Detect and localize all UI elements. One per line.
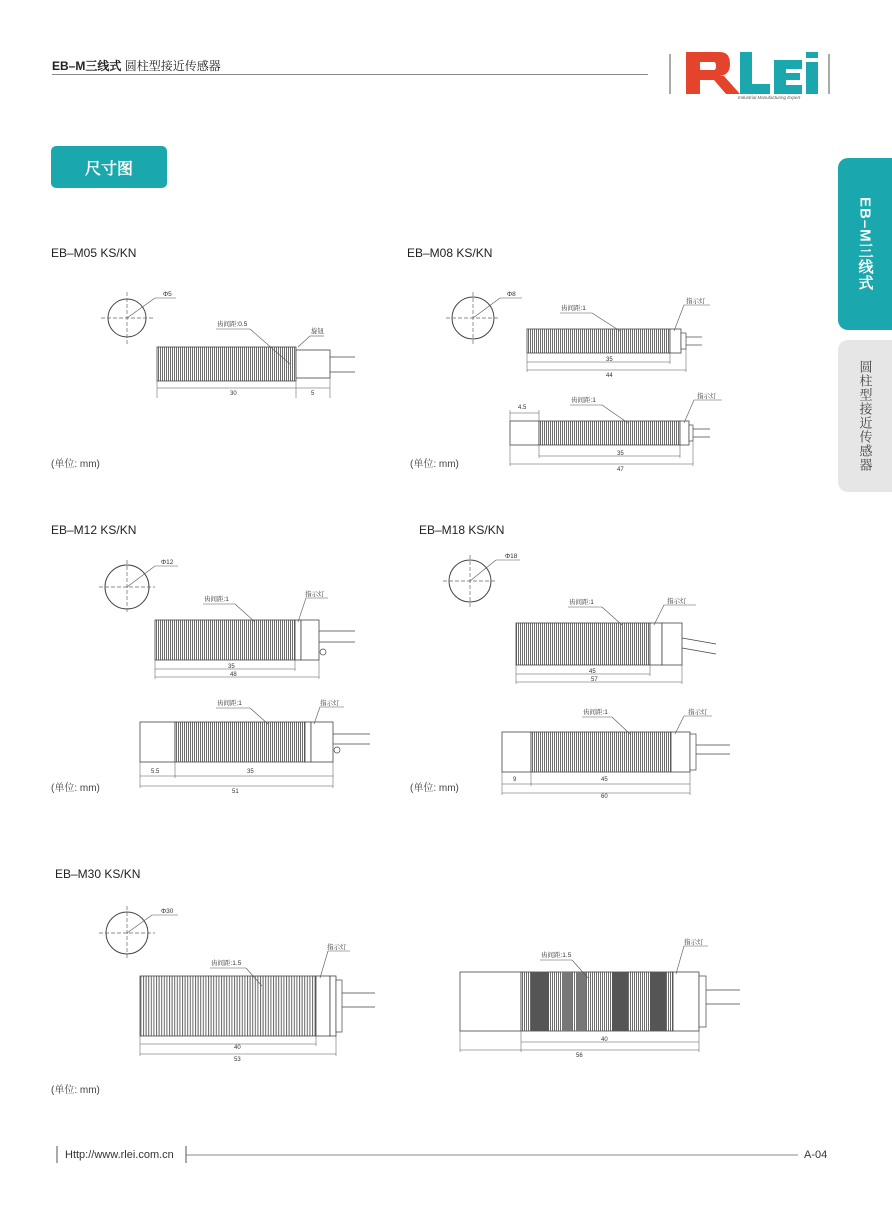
dim-m08b-2: 47 — [617, 467, 624, 473]
knob-label-m05: 旋钮 — [311, 328, 324, 335]
cross-section-m08 — [446, 291, 522, 344]
footer-page-number: A-04 — [804, 1149, 828, 1161]
pitch-label-m18b: 齿间距:1 — [583, 709, 608, 716]
diagram-m12 — [99, 559, 370, 795]
dim-m12b-1: 35 — [247, 769, 254, 775]
side-tab-inactive[interactable]: 圆柱型接近传感器 — [838, 340, 892, 492]
pitch-label-m08a: 齿间距:1 — [561, 305, 586, 312]
unit-label-m30: (单位: mm) — [51, 1085, 100, 1096]
dim-m12b-0: 5.5 — [151, 769, 160, 775]
dim-m30b-0: 40 — [601, 1037, 608, 1043]
indicator-label-m12b: 指示灯 — [320, 700, 340, 707]
model-title-m08: EB–M08 KS/KN — [407, 246, 493, 260]
cross-section-m30 — [99, 906, 178, 960]
header-product-type: 圆柱型接近传感器 — [124, 59, 221, 73]
indicator-label-m30b: 指示灯 — [684, 939, 704, 946]
diagram-m18 — [443, 553, 730, 800]
dim-m08b-0: 4.5 — [518, 405, 527, 411]
model-title-m18: EB–M18 KS/KN — [419, 523, 505, 537]
pitch-label-m12a: 齿间距:1 — [204, 596, 229, 603]
dim-m18a-1: 57 — [591, 677, 598, 683]
unit-label-m05: (单位: mm) — [51, 459, 100, 470]
diagram-m30 — [99, 906, 740, 1063]
diameter-label-m12: Φ12 — [161, 559, 174, 566]
pitch-label-m30b: 齿间距:1.5 — [541, 952, 572, 959]
model-title-m12: EB–M12 KS/KN — [51, 523, 137, 537]
dim-m18b-0: 9 — [513, 777, 517, 783]
unit-label-m08: (单位: mm) — [410, 459, 459, 470]
unit-label-m18: (单位: mm) — [410, 783, 459, 794]
diameter-label-m08: Φ8 — [507, 291, 516, 298]
pitch-label-m08b: 齿间距:1 — [571, 397, 596, 404]
dim-m12b-2: 51 — [232, 789, 239, 795]
dim-m05-0: 30 — [230, 391, 237, 397]
diameter-label-m18: Φ18 — [505, 553, 518, 560]
dim-m18b-1: 45 — [601, 777, 608, 783]
diagram-m05 — [101, 291, 355, 398]
dim-m05-1: 5 — [311, 391, 315, 397]
pitch-label-m30a: 齿间距:1.5 — [211, 960, 242, 967]
indicator-label-m08b: 指示灯 — [697, 393, 717, 400]
indicator-label-m12a: 指示灯 — [305, 591, 325, 598]
logo-tagline: Industrial Manufacturing Expert — [738, 95, 801, 100]
dim-m18b-2: 60 — [601, 794, 608, 800]
side-tab-active[interactable]: EB–M三线式 — [838, 158, 892, 330]
pitch-label-m18a: 齿间距:1 — [569, 599, 594, 606]
dim-m30a-0: 40 — [234, 1045, 241, 1051]
dim-m12a-1: 48 — [230, 672, 237, 678]
cross-section-m18 — [443, 553, 520, 607]
indicator-label-m18a: 指示灯 — [667, 598, 687, 605]
section-title-badge: 尺寸图 — [51, 146, 167, 188]
cross-section-m12 — [99, 559, 178, 614]
dim-m30b-1: 56 — [576, 1053, 583, 1059]
dim-m08b-1: 35 — [617, 451, 624, 457]
header-model-series: EB–M三线式 — [52, 59, 122, 73]
model-title-m30: EB–M30 KS/KN — [55, 867, 141, 881]
pitch-label-m05: 齿间距:0.5 — [217, 321, 248, 328]
model-title-m05: EB–M05 KS/KN — [51, 246, 137, 260]
diameter-label-m30: Φ30 — [161, 908, 174, 915]
diameter-label-m05: Φ5 — [163, 291, 172, 298]
footer-url-link[interactable]: Http://www.rlei.com.cn — [65, 1149, 174, 1161]
indicator-label-m30a: 指示灯 — [327, 944, 347, 951]
cross-section-m05 — [101, 291, 176, 344]
dim-m08a-1: 44 — [606, 373, 613, 379]
diagram-m08 — [446, 291, 722, 473]
indicator-label-m18b: 指示灯 — [688, 709, 708, 716]
dim-m08a-0: 35 — [606, 357, 613, 363]
dim-m18a-0: 45 — [589, 669, 596, 675]
indicator-label-m08a: 指示灯 — [686, 298, 706, 305]
pitch-label-m12b: 齿间距:1 — [217, 700, 242, 707]
unit-label-m12: (单位: mm) — [51, 783, 100, 794]
dim-m12a-0: 35 — [228, 664, 235, 670]
dim-m30a-1: 53 — [234, 1057, 241, 1063]
